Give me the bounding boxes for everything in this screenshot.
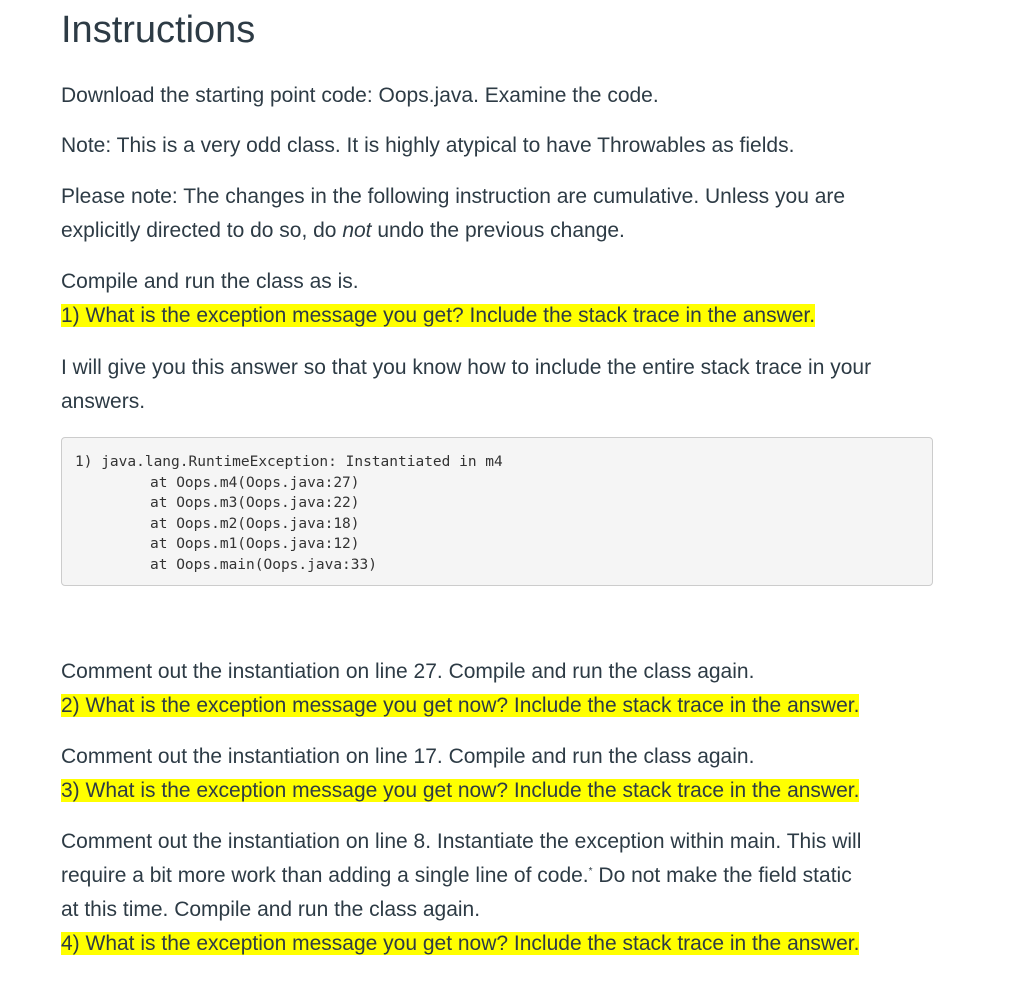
step2-text: Comment out the instantiation on line 27. Compile and run the class again.	[61, 660, 755, 683]
cumulative-note-line1: Please note: The changes in the following instruction are cumulative. Unless you are	[61, 185, 846, 208]
question-3: 3) What is the exception message you get now? Include the stack trace in the answer.	[61, 779, 860, 802]
code-line: 1) java.lang.RuntimeException: Instantiated in m4	[75, 454, 503, 470]
step3-text: Comment out the instantiation on line 17. Compile and run the class again.	[61, 745, 755, 768]
cumulative-note-line2a: explicitly directed to do so, do	[61, 219, 343, 242]
step4-line1: Comment out the instantiation on line 8. Instantiate the exception within main. This will	[61, 830, 862, 853]
emphasis-not: not	[342, 219, 372, 242]
step4-line3: at this time. Compile and run the class again.	[61, 898, 481, 921]
code-line: at Oops.main(Oops.java:33)	[150, 556, 377, 573]
footnote-marker: *	[588, 866, 593, 877]
cumulative-note-paragraph	[61, 180, 941, 248]
step4-line2a: require a bit more work than adding a single line of code.	[61, 864, 589, 887]
code-line: at Oops.m3(Oops.java:22)	[150, 495, 360, 511]
step3-block	[61, 740, 941, 808]
code-line: at Oops.m2(Oops.java:18)	[150, 515, 360, 532]
step1-text: Compile and run the class as is.	[61, 270, 359, 293]
download-paragraph: Download the starting point code: Oops.java. Examine the code.	[61, 84, 659, 107]
code-line: at Oops.m1(Oops.java:12)	[150, 536, 360, 552]
step1-block	[61, 265, 941, 333]
question-2: 2) What is the exception message you get now? Include the stack trace in the answer.	[61, 694, 860, 717]
answer-intro-paragraph	[61, 351, 941, 419]
page-title: Instructions	[61, 9, 256, 51]
note-paragraph: Note: This is a very odd class. It is highly atypical to have Throwables as fields.	[61, 134, 795, 157]
step4-line2b: Do not make the field static	[592, 864, 852, 887]
answer-intro-line1: I will give you this answer so that you know how to include the entire stack trace in your	[61, 356, 872, 379]
code-line: at Oops.m4(Oops.java:27)	[150, 474, 360, 491]
answer-intro-line2: answers.	[61, 390, 146, 413]
question-1: 1) What is the exception message you get? Include the stack trace in the answer.	[61, 304, 816, 327]
question-4: 4) What is the exception message you get now? Include the stack trace in the answer.	[61, 932, 860, 955]
step2-block	[61, 655, 941, 723]
stack-trace-code-block	[61, 437, 933, 586]
step4-block	[61, 825, 941, 961]
cumulative-note-line2b: undo the previous change.	[371, 219, 625, 242]
